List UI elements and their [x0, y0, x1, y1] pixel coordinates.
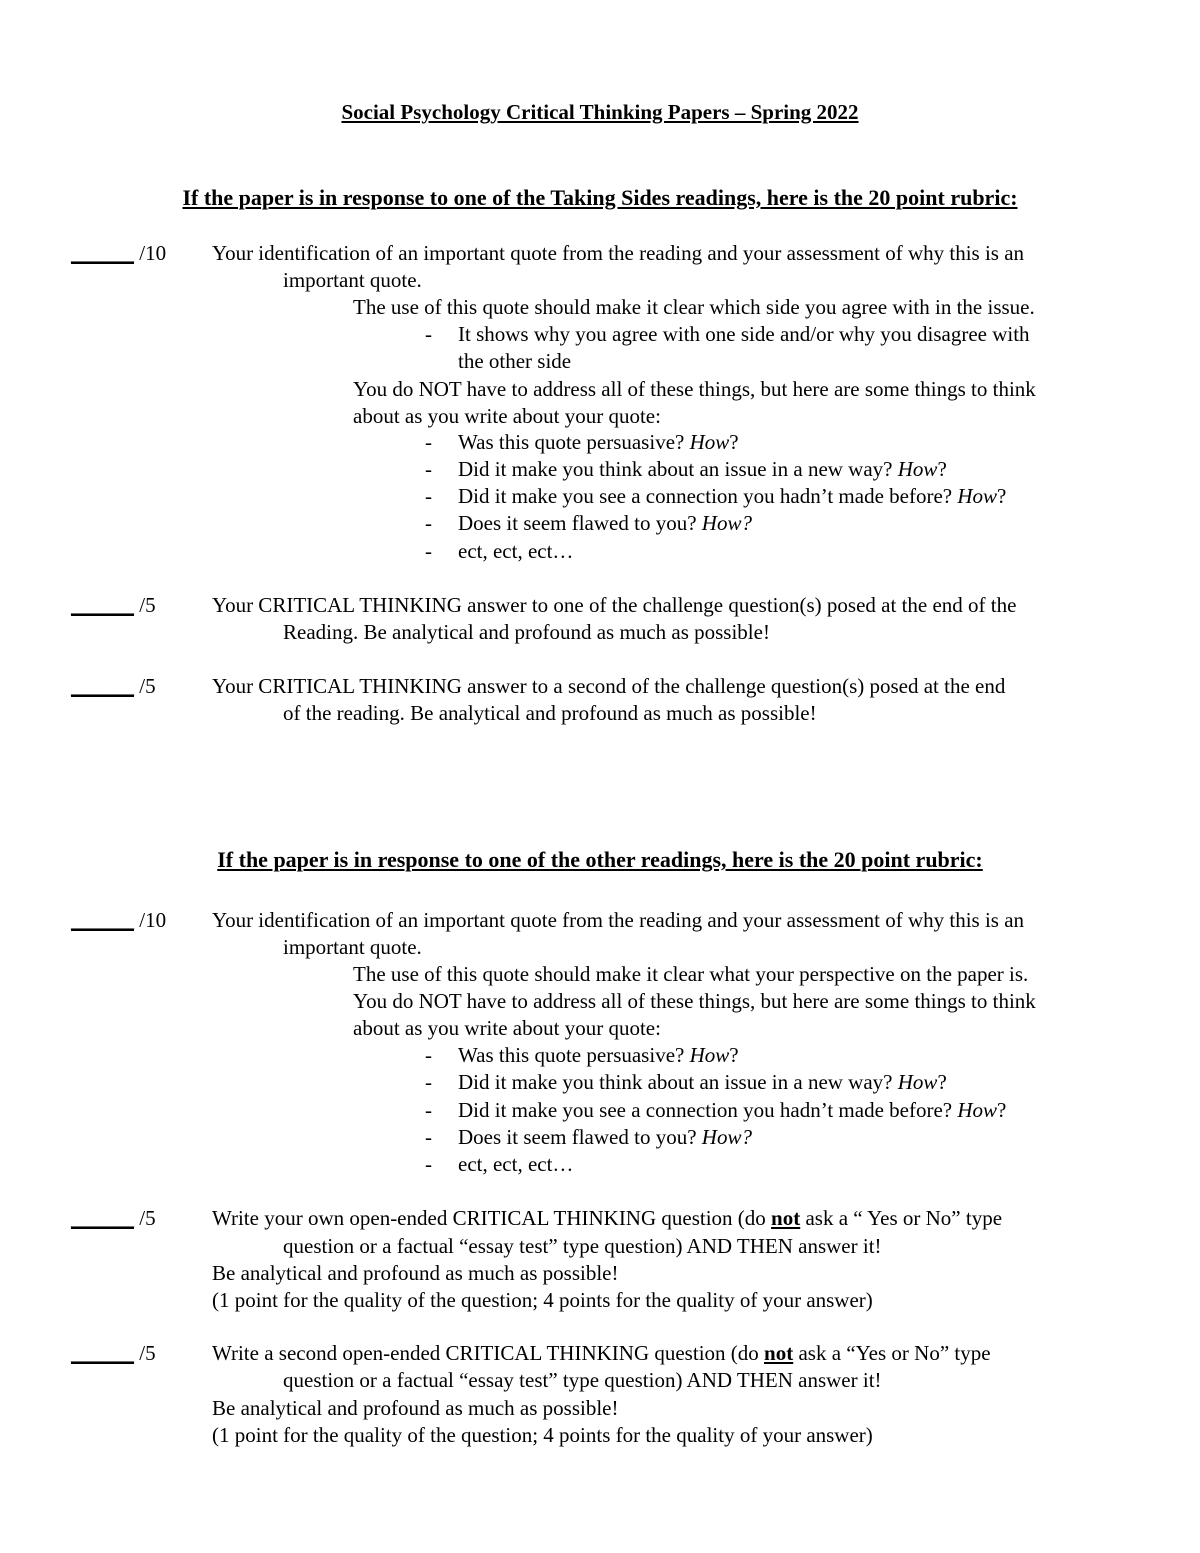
bullet-dash: - [425, 1043, 432, 1067]
bullet-item: Does it seem flawed to you? How? [458, 1125, 752, 1149]
criterion-text: Be analytical and profound as much as possible! [212, 1261, 619, 1285]
criterion-text: Write a second open-ended CRITICAL THINKING question (do not ask a “Yes or No” type [212, 1341, 991, 1365]
bullet-dash: - [425, 322, 432, 346]
score-line [71, 673, 156, 700]
criterion-text: Your identification of an important quote from the reading and your assessment of why this is an [212, 908, 1025, 932]
score-blank: ______ [71, 593, 134, 617]
bullet-text: the other side [458, 349, 572, 373]
score-blank: ______ [71, 1206, 134, 1230]
score-line [71, 1205, 156, 1232]
bullet-dash: - [425, 1152, 432, 1176]
score-blank: ______ [71, 674, 134, 698]
score-max: /10 [139, 241, 167, 265]
criterion-text: Reading. Be analytical and profound as much as possible! [283, 620, 770, 644]
bullet-item: Does it seem flawed to you? How? [458, 511, 752, 535]
criterion-text: Be analytical and profound as much as possible! [212, 1396, 619, 1420]
section-heading-taking-sides: If the paper is in response to one of the Taking Sides readings, here is the 20 point rubric: [182, 185, 1018, 210]
criterion-text: Write your own open-ended CRITICAL THINKING question (do not ask a “ Yes or No” type [212, 1206, 1003, 1230]
bullet-dash: - [425, 1098, 432, 1122]
bullet-item: Did it make you see a connection you hadn’t made before? How? [458, 1098, 1007, 1122]
score-max: /10 [139, 908, 167, 932]
bullet-dash: - [425, 457, 432, 481]
score-blank: ______ [71, 241, 134, 265]
bullet-dash: - [425, 511, 432, 535]
bullet-dash: - [425, 484, 432, 508]
bullet-dash: - [425, 1125, 432, 1149]
bullet-item: Did it make you think about an issue in a new way? How? [458, 1070, 947, 1094]
page-title: Social Psychology Critical Thinking Papers – Spring 2022 [341, 100, 859, 124]
criterion-text: question or a factual “essay test” type question) AND THEN answer it! [283, 1368, 882, 1392]
criterion-text: Your identification of an important quote from the reading and your assessment of why this is an [212, 241, 1025, 265]
score-blank: ______ [71, 908, 134, 932]
bullet-text: It shows why you agree with one side and/or why you disagree with [458, 322, 1030, 346]
bullet-dash: - [425, 539, 432, 563]
score-line [71, 592, 156, 619]
criterion-text: important quote. [283, 935, 422, 959]
score-max: /5 [139, 1341, 156, 1365]
bullet-item: Did it make you see a connection you hadn’t made before? How? [458, 484, 1007, 508]
criterion-text: about as you write about your quote: [353, 1016, 661, 1040]
criterion-text: about as you write about your quote: [353, 404, 661, 428]
bullet-dash: - [425, 430, 432, 454]
criterion-text: (1 point for the quality of the question; 4 points for the quality of your answer) [212, 1288, 873, 1312]
criterion-text: (1 point for the quality of the question; 4 points for the quality of your answer) [212, 1423, 873, 1447]
score-max: /5 [139, 1206, 156, 1230]
bullet-item: Was this quote persuasive? How? [458, 430, 739, 454]
bullet-item: Did it make you think about an issue in a new way? How? [458, 457, 947, 481]
score-line [71, 240, 166, 267]
criterion-text: You do NOT have to address all of these things, but here are some things to think [353, 989, 1036, 1013]
bullet-item: ect, ect, ect… [458, 1152, 574, 1176]
score-line [71, 907, 166, 934]
bullet-item: Was this quote persuasive? How? [458, 1043, 739, 1067]
criterion-text: of the reading. Be analytical and profound as much as possible! [283, 701, 817, 725]
bullet-dash: - [425, 1070, 432, 1094]
criterion-text: You do NOT have to address all of these things, but here are some things to think [353, 377, 1036, 401]
criterion-text: important quote. [283, 268, 422, 292]
score-blank: ______ [71, 1341, 134, 1365]
score-max: /5 [139, 593, 156, 617]
criterion-text: question or a factual “essay test” type question) AND THEN answer it! [283, 1234, 882, 1258]
score-max: /5 [139, 674, 156, 698]
score-line [71, 1340, 156, 1367]
section-heading-other-readings: If the paper is in response to one of the other readings, here is the 20 point rubric: [217, 847, 983, 872]
criterion-text: Your CRITICAL THINKING answer to a second of the challenge question(s) posed at the end [212, 674, 1006, 698]
criterion-text: Your CRITICAL THINKING answer to one of the challenge question(s) posed at the end of the [212, 593, 1017, 617]
criterion-text: The use of this quote should make it clear which side you agree with in the issue. [353, 295, 1035, 319]
bullet-item: ect, ect, ect… [458, 539, 574, 563]
criterion-text: The use of this quote should make it clear what your perspective on the paper is. [353, 962, 1029, 986]
